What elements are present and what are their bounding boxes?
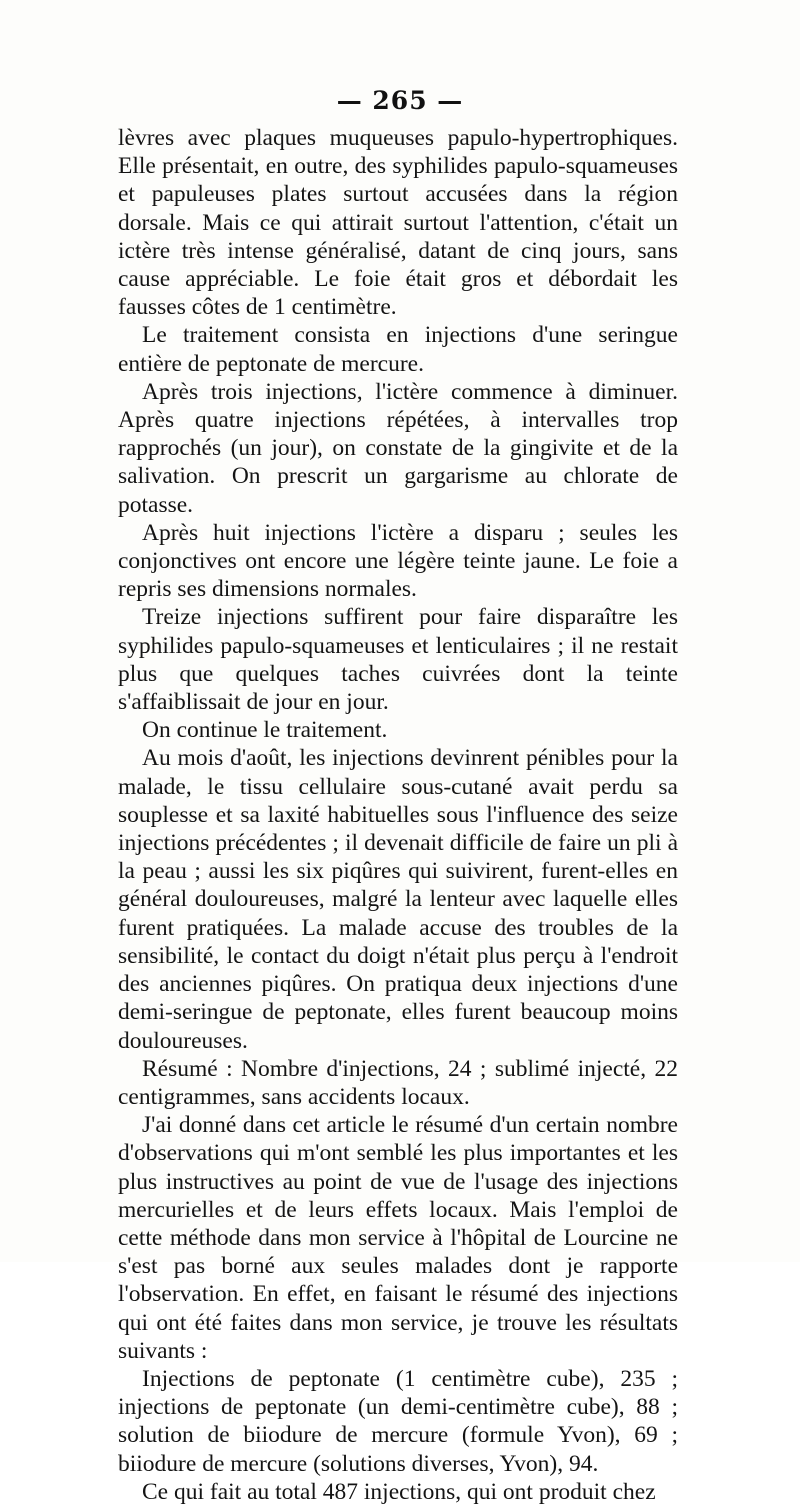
page-number: — 265 — <box>336 86 464 115</box>
paragraph-three-injections: Après trois injections, l'ictère commence à diminuer. Après quatre injections répétées, à intervalles trop rapprochés (un jour), on constate de la gingivite et de la salivation. On prescrit un gargarisme au chlorate de potasse. <box>118 378 678 518</box>
paragraph-eight-injections: Après huit injections l'ictère a disparu ; seules les conjonctives ont encore une légère teinte jaune. Le foie a repris ses dimensions normales. <box>118 519 678 603</box>
body-text <box>118 124 678 1506</box>
paragraph-injection-counts: Injections de peptonate (1 centimètre cube), 235 ; injections de peptonate (un demi-centimètre cube), 88 ; solution de biiodure de mercure (formule Yvon), 69 ; biiodure de mercure (solutions diverses, Yvon), 94. <box>118 1365 678 1477</box>
paragraph-patient-description: lèvres avec plaques muqueuses papulo-hypertrophiques. Elle présentait, en outre, des syphilides papulo-squameuses et papuleuses plates surtout accusées dans la région dorsale. Mais ce qui attirait surtout l'attention, c'était un ictère très intense généralisé, datant de cinq jours, sans cause appréciable. Le foie était gros et débordait les fausses côtes de 1 centimètre. <box>118 125 678 321</box>
paragraph-thirteen-injections: Treize injections suffirent pour faire disparaître les syphilides papulo-squameuses et lenticulaires ; il ne restait plus que quelques taches cuivrées dont la teinte s'affaiblissait de jour en jour. <box>118 604 678 716</box>
paragraph-august: Au mois d'août, les injections devinrent pénibles pour la malade, le tissu cellulaire sous-cutané avait perdu sa souplesse et sa laxité habituelles sous l'influence des seize injections précédentes ; il devenait difficile de faire un pli à la peau ; aussi les six piqûres qui suivirent, furent-elles en général douloureuses, malgré la lenteur avec laquelle elles furent pratiquées. La malade accuse des troubles de la sensibilité, le contact du doigt n'était plus perçu à l'endroit des anciennes piqûres. On pratiqua deux injections d'une demi-seringue de peptonate, elles furent beaucoup moins douloureuses. <box>118 745 678 1054</box>
paragraph-summary: Résumé : Nombre d'injections, 24 ; sublimé injecté, 22 centigrammes, sans accidents locaux. <box>118 1055 678 1110</box>
paragraph-article-summary: J'ai donné dans cet article le résumé d'un certain nombre d'observations qui m'ont semblé les plus importantes et les plus instructives au point de vue de l'usage des injections mercurielles et de leurs effets locaux. Mais l'emploi de cette méthode dans mon service à l'hôpital de Lourcine ne s'est pas borné aux seules malades dont je rapporte l'observation. En effet, en faisant le résumé des injections qui ont été faites dans mon service, je trouve les résultats suivants : <box>118 1112 678 1364</box>
paragraph-treatment: Le traitement consista en injections d'une seringue entière de peptonate de mercure. <box>118 322 678 377</box>
paragraph-total: Ce qui fait au total 487 injections, qui ont produit chez <box>142 1478 656 1505</box>
paragraph-continue-treatment: On continue le traitement. <box>142 717 388 744</box>
